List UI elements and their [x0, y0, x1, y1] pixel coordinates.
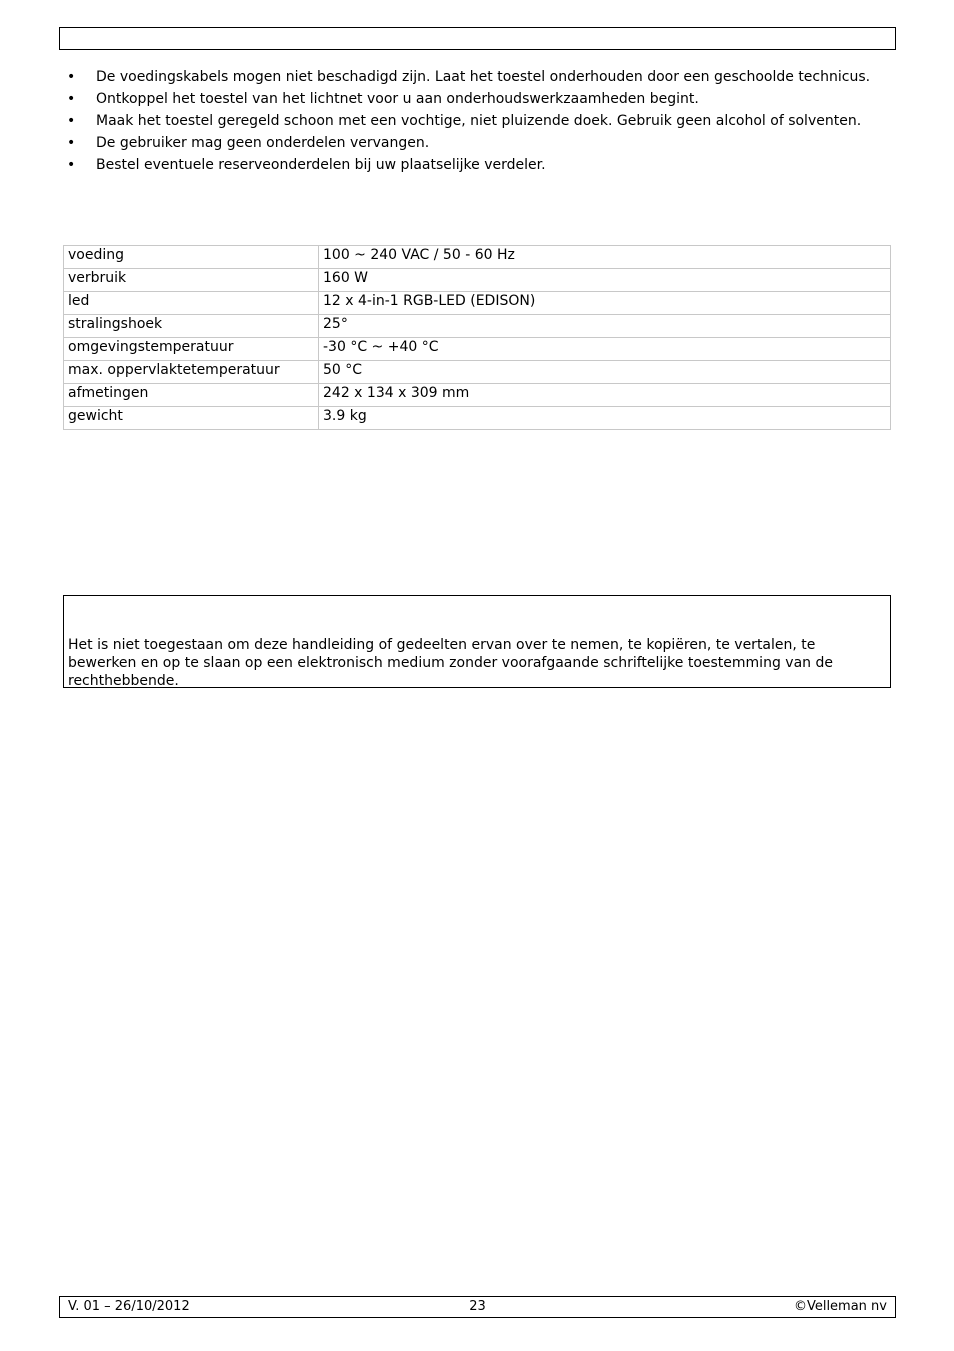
spec-label: voeding: [64, 246, 319, 269]
header-box: [59, 27, 896, 50]
list-item: • De gebruiker mag geen onderdelen vervangen.: [67, 135, 430, 151]
spec-label: led: [64, 292, 319, 315]
spec-value: 12 x 4-in-1 RGB-LED (EDISON): [319, 292, 891, 315]
table-row: [64, 269, 891, 292]
bullet-icon: •: [67, 91, 76, 107]
spec-value: 160 W: [319, 269, 891, 292]
list-item: • De voedingskabels mogen niet beschadigd zijn. Laat het toestel onderhouden door een geschoolde technicus.: [67, 69, 871, 85]
spec-value: 50 °C: [319, 361, 891, 384]
copyright-text: Het is niet toegestaan om deze handleiding of gedeelten ervan over te nemen, te kopiëren, te vertalen, te bewerken en op te slaan op een elektronisch medium zonder voorafgaande schriftelijke toestemming van de rechthebbende.: [68, 637, 833, 689]
page-number: 23: [469, 1299, 486, 1314]
list-item: • Ontkoppel het toestel van het lichtnet voor u aan onderhoudswerkzaamheden begint.: [67, 91, 699, 107]
company-name: ©Velleman nv: [793, 1299, 887, 1314]
copyright-box: [63, 595, 891, 688]
spec-label: gewicht: [64, 407, 319, 430]
table-row: [64, 246, 891, 269]
table-row: [64, 315, 891, 338]
table-row: [64, 384, 891, 407]
page-footer: [59, 1296, 896, 1318]
spec-value: 242 x 134 x 309 mm: [319, 384, 891, 407]
version-date: V. 01 – 26/10/2012: [68, 1299, 190, 1314]
table-row: [64, 292, 891, 315]
spec-value: 25°: [319, 315, 891, 338]
spec-label: omgevingstemperatuur: [64, 338, 319, 361]
spec-table: [63, 245, 891, 430]
bullet-icon: •: [67, 113, 76, 129]
list-item: • Maak het toestel geregeld schoon met een vochtige, niet pluizende doek. Gebruik geen alcohol of solventen.: [67, 113, 862, 129]
spec-label: afmetingen: [64, 384, 319, 407]
bullet-icon: •: [67, 157, 76, 173]
table-row: [64, 407, 891, 430]
spec-value: 3.9 kg: [319, 407, 891, 430]
bullet-icon: •: [67, 135, 76, 151]
table-row: [64, 338, 891, 361]
spec-value: 100 ~ 240 VAC / 50 - 60 Hz: [319, 246, 891, 269]
spec-value: -30 °C ~ +40 °C: [319, 338, 891, 361]
bullet-icon: •: [67, 69, 76, 85]
table-row: [64, 361, 891, 384]
spec-label: stralingshoek: [64, 315, 319, 338]
list-item: • Bestel eventuele reserveonderdelen bij uw plaatselijke verdeler.: [67, 157, 546, 173]
maintenance-list: [64, 68, 894, 178]
spec-label: max. oppervlaktetemperatuur: [64, 361, 319, 384]
spec-label: verbruik: [64, 269, 319, 292]
